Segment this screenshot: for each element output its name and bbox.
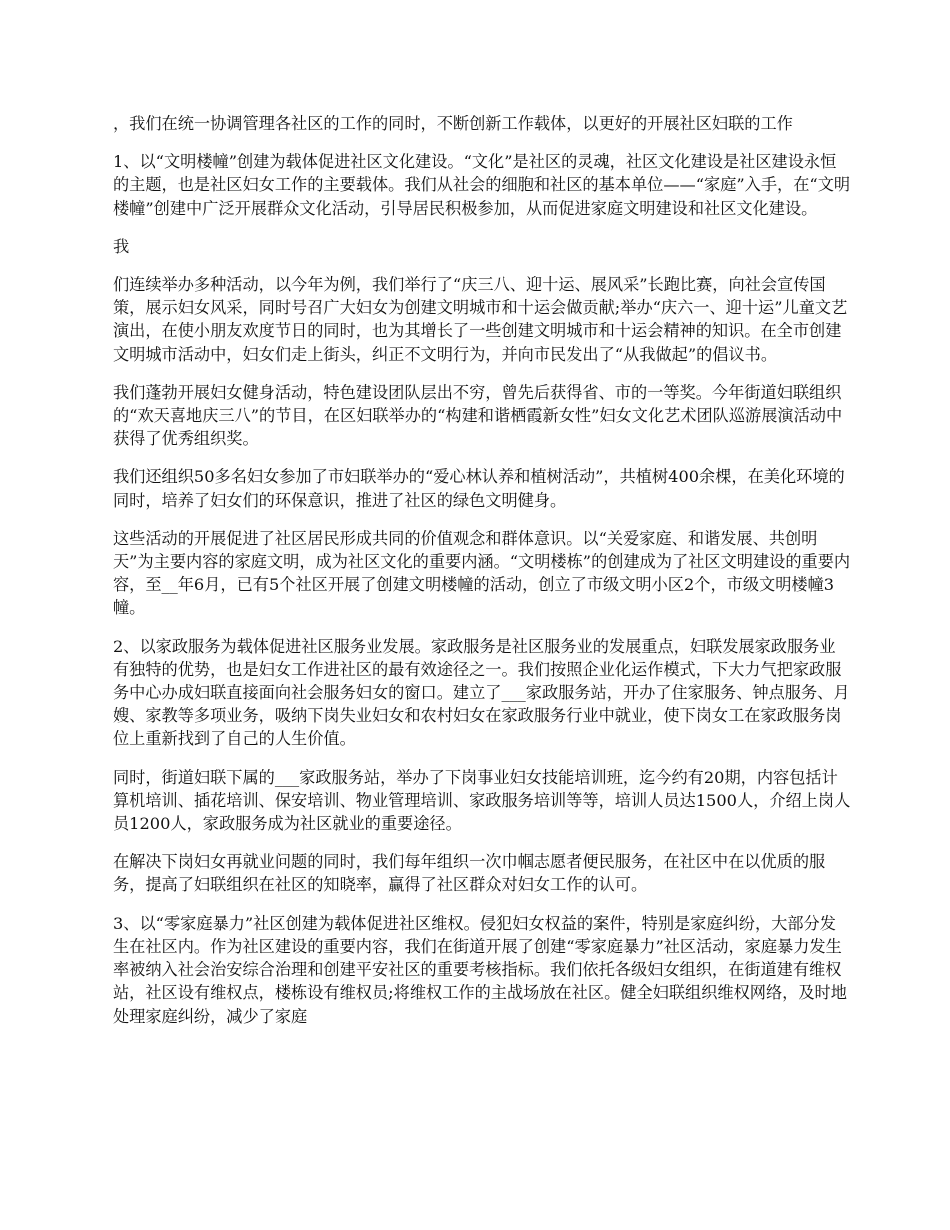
paragraph-activities: 们连续举办多种活动，以今年为例，我们举行了“庆三八、迎十运、展风采”长跑比赛，向社会宣传国策，展示妇女风采，同时号召广大妇女为创建文明城市和十运会做贡献;举办“庆六一、迎十运”儿童文艺演出，在使小朋友欢度节日的同时，也为其增长了一些创建文明城市和十运会精神的知识。在全市创建文明城市活动中，妇女们走上街头，纠正不文明行为，并向市民发出了“从我做起”的倡议书。 xyxy=(113,275,848,364)
paragraph-family-civilization: 这些活动的开展促进了社区居民形成共同的价值观念和群体意识。以“关爱家庭、和谐发展、共创明天”为主要内容的家庭文明，成为社区文化的重要内涵。“文明楼栋”的创建成为了社区文明建设的重要内容，至__年6月，已有5个社区开展了创建文明楼幢的活动，创立了市级文明小区2个，市级文明楼幢3幢。 xyxy=(113,528,851,618)
paragraph-volunteer: 在解决下岗妇女再就业问题的同时，我们每年组织一次巾帼志愿者便民服务，在社区中在以优质的服务，提高了妇联组织在社区的知晓率，赢得了社区群众对妇女工作的认可。 xyxy=(113,852,826,895)
paragraph-culture-construction: 1、以“文明楼幢”创建为载体促进社区文化建设。“文化”是社区的灵魂，社区文化建设是社区建设永恒的主题，也是社区妇女工作的主要载体。我们从社会的细胞和社区的基本单位——“家庭”入手，在“文明楼幢”创建中广泛开展群众文化活动，引导居民积极参加，从而促进家庭文明建设和社区文化建设。 xyxy=(113,152,851,218)
paragraph-housekeeping-service: 2、以家政服务为载体促进社区服务业发展。家政服务是社区服务业的发展重点，妇联发展家政服务业有独特的优势，也是妇女工作进社区的最有效途径之一。我们按照企业化运作模式，下大力气把家政服务中心办成妇联直接面向社会服务妇女的窗口。建立了___家政服务站，开办了住家服务、钟点服务、月嫂、家教等多项业务，吸纳下岗失业妇女和农村妇女在家政服务行业中就业，使下岗女工在家政服务岗位上重新找到了自己的人生价值。 xyxy=(113,636,850,749)
paragraph-tree-planting: 我们还组织50多名妇女参加了市妇联举办的“爱心林认养和植树活动”，共植树400余棵，在美化环境的同时，培养了妇女们的环保意识，推进了社区的绿色文明健身。 xyxy=(113,467,845,510)
document-body xyxy=(113,112,851,1043)
paragraph-fragment: 我 xyxy=(113,236,130,256)
paragraph-fitness: 我们蓬勃开展妇女健身活动，特色建设团队层出不穷，曾先后获得省、市的一等奖。今年街道妇联组织的“欢天喜地庆三八”的节目，在区妇联举办的“构建和谐栖霞新女性”妇女文化艺术团队巡游展演活动中获得了优秀组织奖。 xyxy=(113,382,843,449)
paragraph-training: 同时，街道妇联下属的___家政服务站，举办了下岗事业妇女技能培训班，迄今约有20期，内容包括计算机培训、插花培训、保安培训、物业管理培训、家政服务培训等等，培训人员达1500人，介绍上岗人员1200人，家政服务成为社区就业的重要途径。 xyxy=(113,767,851,834)
paragraph-rights-protection: 3、以“零家庭暴力”社区创建为载体促进社区维权。侵犯妇女权益的案件，特别是家庭纠纷，大部分发生在社区内。作为社区建设的重要内容，我们在街道开展了创建“零家庭暴力”社区活动，家庭暴力发生率被纳入社会治安综合治理和创建平安社区的重要考核指标。我们依托各级妇女组织，在街道建有维权站，社区设有维权点，楼栋设有维权员;将维权工作的主战场放在社区。健全妇联组织维权网络，及时地处理家庭纠纷，减少了家庭 xyxy=(113,913,847,1026)
paragraph-intro: ，我们在统一协调管理各社区的工作的同时，不断创新工作载体，以更好的开展社区妇联的工作 xyxy=(113,114,793,133)
